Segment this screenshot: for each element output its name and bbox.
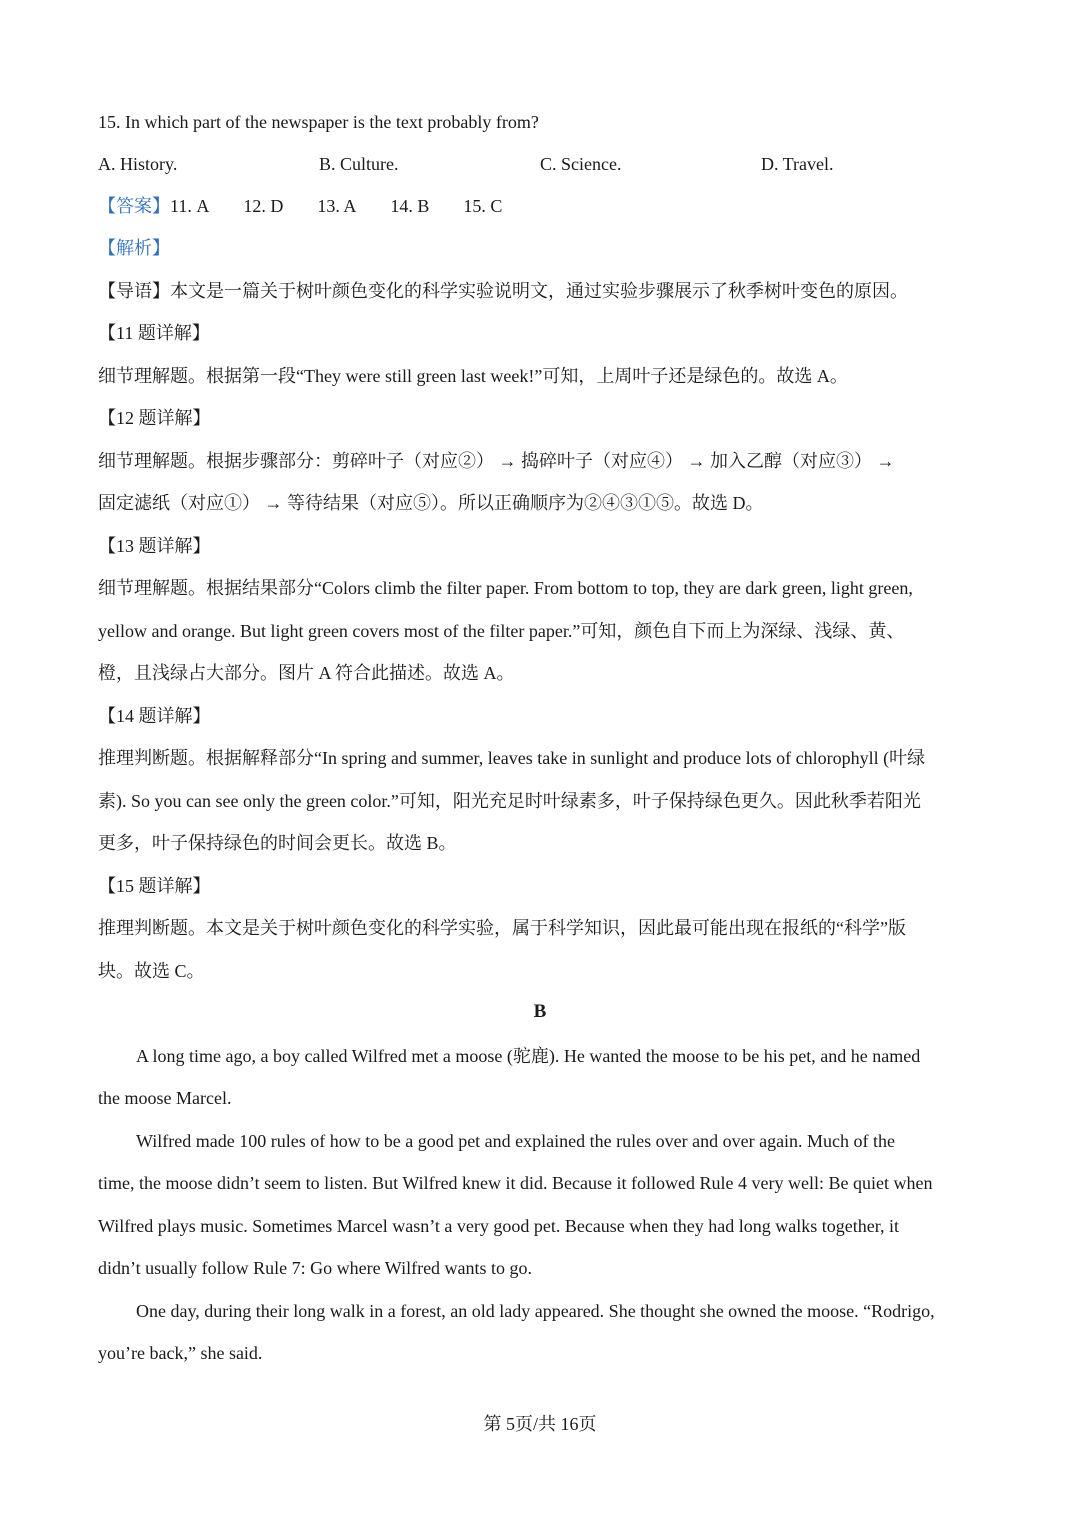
q13-explanation-line: yellow and orange. But light green covers most of the filter paper.”可知，颜色自下而上为深绿、浅绿、黄、: [98, 621, 905, 641]
passage-line: time, the moose didn’t seem to listen. But Wilfred knew it did. Because it followed Rule 4 very well: Be quiet when: [98, 1173, 933, 1193]
answer-item: 12. D: [243, 196, 284, 216]
q14-explanation-line: 推理判断题。根据解释部分“In spring and summer, leaves take in sunlight and produce lots of chlorophyll (叶绿: [98, 748, 926, 768]
q13-heading: 【13 题详解】: [98, 536, 211, 556]
passage-line: you’re back,” she said.: [98, 1343, 263, 1363]
section-title: B: [533, 1001, 547, 1022]
answer-item: 13. A: [317, 196, 357, 216]
option-d: D. Travel.: [761, 154, 834, 174]
q13-explanation-line: 橙，且浅绿占大部分。图片 A 符合此描述。故选 A。: [98, 663, 515, 683]
q14-explanation-line: 更多，叶子保持绿色的时间会更长。故选 B。: [98, 833, 457, 853]
option-c: C. Science.: [540, 154, 622, 174]
passage-line: A long time ago, a boy called Wilfred met a moose (驼鹿). He wanted the moose to be his pet, and he named: [136, 1046, 921, 1066]
answer-item: 14. B: [390, 196, 430, 216]
passage-line: One day, during their long walk in a forest, an old lady appeared. She thought she owned the moose. “Rodrigo,: [136, 1301, 935, 1321]
passage-line: didn’t usually follow Rule 7: Go where Wilfred wants to go.: [98, 1258, 533, 1278]
q12-heading: 【12 题详解】: [98, 408, 211, 428]
q14-explanation-line: 素). So you can see only the green color.”可知，阳光充足时叶绿素多，叶子保持绿色更久。因此秋季若阳光: [98, 791, 921, 811]
answer-line: [98, 194, 502, 218]
option-a: A. History.: [98, 154, 178, 174]
answer-item: 11. A: [170, 196, 210, 216]
q12-explanation-line: 固定滤纸（对应①） → 等待结果（对应⑤）。所以正确顺序为②④③①⑤。故选 D。: [98, 493, 764, 513]
page-number: 第 5页/共 16页: [483, 1414, 597, 1434]
answer-item: 15. C: [463, 196, 503, 216]
passage-line: Wilfred made 100 rules of how to be a good pet and explained the rules over and over again. Much of the: [136, 1131, 896, 1151]
q11-heading: 【11 题详解】: [98, 323, 210, 343]
question-15-stem: 15. In which part of the newspaper is the text probably from?: [98, 112, 539, 132]
q12-explanation-line: 细节理解题。根据步骤部分：剪碎叶子（对应②） → 捣碎叶子（对应④） → 加入乙醇（对应③） →: [98, 451, 895, 471]
q15-heading: 【15 题详解】: [98, 876, 211, 896]
answer-label: 【答案】: [98, 196, 170, 216]
analysis-intro: 【导语】本文是一篇关于树叶颜色变化的科学实验说明文，通过实验步骤展示了秋季树叶变色的原因。: [98, 281, 908, 301]
q13-explanation-line: 细节理解题。根据结果部分“Colors climb the filter paper. From bottom to top, they are dark green, light green,: [98, 578, 913, 598]
passage-line: Wilfred plays music. Sometimes Marcel wasn’t a very good pet. Because when they had long walks together, it: [98, 1216, 900, 1236]
analysis-label: 【解析】: [98, 238, 170, 258]
option-b: B. Culture.: [319, 154, 399, 174]
q14-heading: 【14 题详解】: [98, 706, 211, 726]
passage-line: the moose Marcel.: [98, 1088, 232, 1108]
q15-explanation-line: 推理判断题。本文是关于树叶颜色变化的科学实验，属于科学知识，因此最可能出现在报纸的“科学”版: [98, 918, 906, 938]
q11-explanation: 细节理解题。根据第一段“They were still green last week!”可知，上周叶子还是绿色的。故选 A。: [98, 366, 848, 386]
q15-explanation-line: 块。故选 C。: [98, 961, 205, 981]
